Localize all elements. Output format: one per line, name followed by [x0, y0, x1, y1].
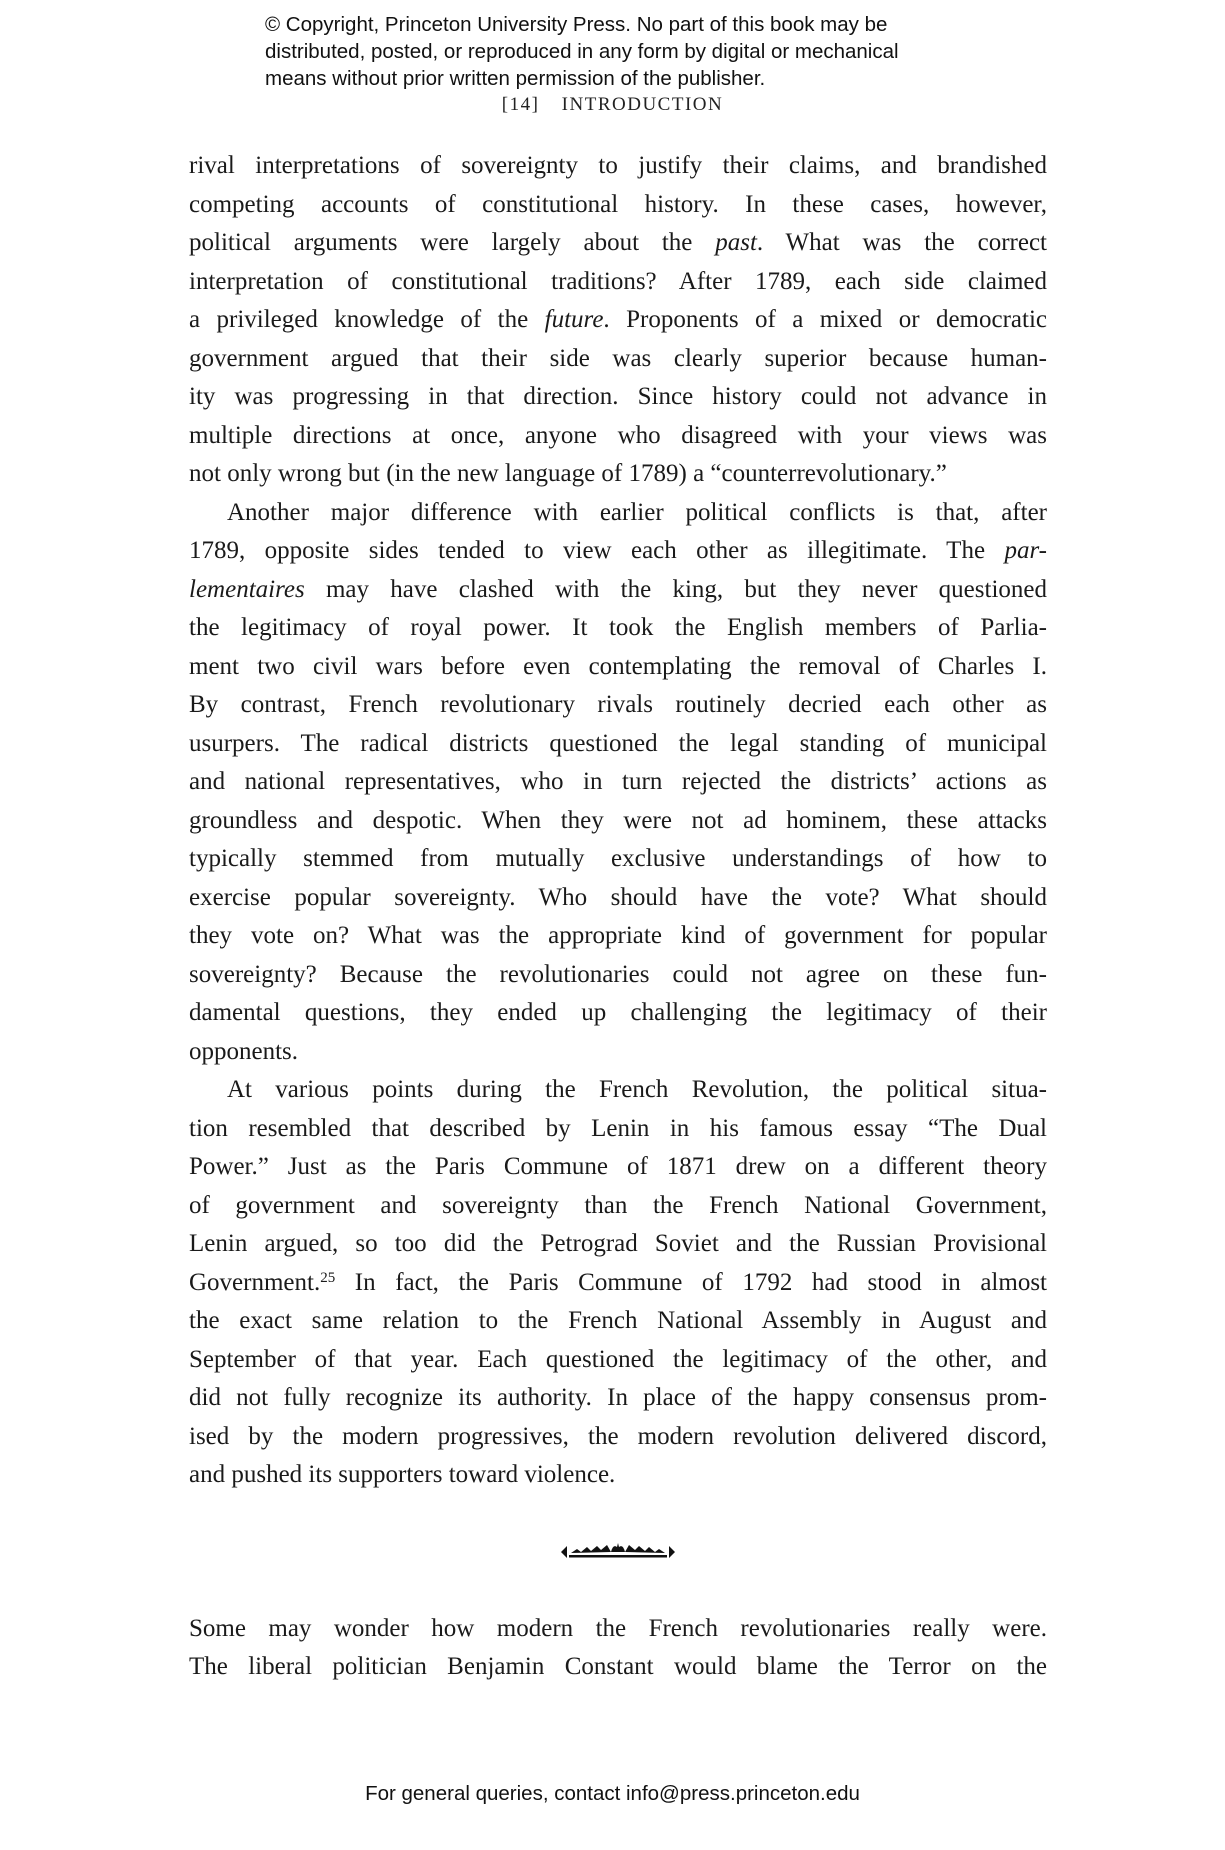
text-line: [189, 455, 1047, 494]
text-line: [189, 1418, 1047, 1457]
text-run: 1789, opposite sides tended to view each other as illegitimate. The: [189, 537, 1005, 564]
text-run: rival interpretations of sovereignty to justify their claims, and brandished: [189, 152, 1047, 179]
text-line: [189, 994, 1047, 1033]
text-run: ment two civil wars before even contemplating the removal of Charles I.: [189, 652, 1047, 680]
text-run: usurpers. The radical districts questioned the legal standing of municipal: [189, 729, 1047, 757]
copyright-notice: [265, 11, 899, 92]
text-line: [189, 1187, 1047, 1226]
text-line: [189, 1302, 1047, 1341]
text-line: [189, 147, 1047, 186]
text-run: September of that year. Each questioned the legitimacy of the other, and: [189, 1345, 1047, 1373]
text-line: [189, 1264, 1047, 1303]
text-line: [189, 1648, 1047, 1687]
text-line: [189, 956, 1047, 995]
text-line: [189, 1379, 1047, 1418]
text-line: [189, 1225, 1047, 1264]
text-run: Some may wonder how modern the French revolutionaries really were.: [189, 1614, 1047, 1642]
italic-text: lementaires: [189, 575, 305, 603]
body-text: [189, 147, 1047, 1687]
text-line: [189, 532, 1047, 571]
text-line: [189, 186, 1047, 225]
text-run: By contrast, French revolutionary rivals routinely decried each other as: [189, 691, 1047, 718]
text-run: damental questions, they ended up challenging the legitimacy of their: [189, 999, 1047, 1026]
text-run: may have clashed with the king, but they never questioned: [304, 575, 1047, 603]
text-run: exercise popular sovereignty. Who should have the vote? What should: [189, 883, 1047, 911]
text-line: [189, 1610, 1047, 1649]
text-run: interpretation of constitutional traditions? After 1789, each side claimed: [189, 267, 1047, 295]
paragraph: [189, 147, 1047, 494]
text-line: [189, 340, 1047, 379]
text-line: [189, 648, 1047, 687]
text-run: ity was progressing in that direction. Since history could not advance in: [189, 383, 1047, 410]
text-line: [189, 571, 1047, 610]
text-run: sovereignty? Because the revolutionaries could not agree on these fun-: [189, 960, 1047, 988]
footnote-ref: 25: [320, 1269, 336, 1286]
text-line: [189, 1071, 1047, 1110]
paragraph: [189, 494, 1047, 1072]
text-run: the legitimacy of royal power. It took the English members of Parlia-: [189, 614, 1047, 641]
text-run: competing accounts of constitutional history. In these cases, however,: [189, 190, 1047, 218]
italic-text: past: [715, 229, 757, 256]
text-run: government argued that their side was clearly superior because human-: [189, 344, 1047, 372]
text-line: [189, 263, 1047, 302]
text-line: [189, 879, 1047, 918]
text-line: [189, 917, 1047, 956]
text-line: [189, 301, 1047, 340]
copyright-line: means without prior written permission of the publisher.: [265, 67, 766, 90]
text-line: [189, 725, 1047, 764]
text-line: [189, 1341, 1047, 1380]
text-run: typically stemmed from mutually exclusive understandings of how to: [189, 845, 1047, 872]
text-run: Another major difference with earlier political conflicts is that, after: [227, 498, 1047, 526]
text-run: not only wrong but (in the new language of 1789) a “counterrevolutionary.”: [189, 460, 947, 487]
text-line: [189, 802, 1047, 841]
section-title: INTRODUCTION: [561, 94, 724, 115]
text-run: the exact same relation to the French National Assembly in August and: [189, 1307, 1047, 1334]
text-line: [189, 686, 1047, 725]
text-line: [189, 417, 1047, 456]
footer-contact: For general queries, contact info@press.princeton.edu: [365, 1782, 860, 1805]
text-run: political arguments were largely about the: [189, 229, 716, 256]
text-run: tion resembled that described by Lenin in his famous essay “The Dual: [189, 1114, 1047, 1142]
text-line: [189, 840, 1047, 879]
text-run: of government and sovereignty than the French National Government,: [189, 1191, 1047, 1219]
text-line: [189, 1110, 1047, 1149]
text-line: [189, 1033, 1047, 1072]
running-head: [0, 94, 1225, 116]
text-line: [189, 494, 1047, 533]
text-run: a privileged knowledge of the: [189, 306, 545, 333]
italic-text: future: [544, 306, 604, 333]
page-number: [14]: [501, 94, 540, 115]
text-line: [189, 609, 1047, 648]
text-run: At various points during the French Revolution, the political situa-: [227, 1076, 1047, 1103]
copyright-line: distributed, posted, or reproduced in any form by digital or mechanical: [265, 40, 899, 63]
paragraph: [189, 1610, 1047, 1687]
copyright-line: © Copyright, Princeton University Press. No part of this book may be: [265, 13, 888, 36]
paragraph: [189, 1071, 1047, 1495]
text-run: ised by the modern progressives, the modern revolution delivered discord,: [189, 1422, 1047, 1450]
section-break-ornament-icon: [189, 1495, 1047, 1610]
text-run: Government.: [189, 1268, 321, 1296]
text-run: multiple directions at once, anyone who disagreed with your views was: [189, 421, 1047, 449]
text-run: . What was the correct: [756, 229, 1047, 256]
text-line: [189, 1148, 1047, 1187]
text-run: . Proponents of a mixed or democratic: [603, 306, 1047, 333]
text-run: and national representatives, who in turn rejected the districts’ actions as: [189, 768, 1047, 795]
text-run: and pushed its supporters toward violence.: [189, 1461, 616, 1488]
italic-text: par-: [1004, 537, 1047, 564]
text-line: [189, 224, 1047, 263]
text-run: they vote on? What was the appropriate kind of government for popular: [189, 922, 1047, 949]
text-run: did not fully recognize its authority. In place of the happy consensus prom-: [189, 1384, 1047, 1411]
text-run: Lenin argued, so too did the Petrograd Soviet and the Russian Provisional: [189, 1230, 1047, 1257]
text-line: [189, 378, 1047, 417]
text-run: Power.” Just as the Paris Commune of 1871 drew on a different theory: [189, 1153, 1047, 1180]
text-run: opponents.: [189, 1037, 299, 1065]
text-run: In fact, the Paris Commune of 1792 had stood in almost: [335, 1268, 1047, 1296]
text-line: [189, 763, 1047, 802]
text-line: [189, 1456, 1047, 1495]
text-run: groundless and despotic. When they were not ad hominem, these attacks: [189, 806, 1047, 834]
text-run: The liberal politician Benjamin Constant would blame the Terror on the: [189, 1653, 1047, 1680]
